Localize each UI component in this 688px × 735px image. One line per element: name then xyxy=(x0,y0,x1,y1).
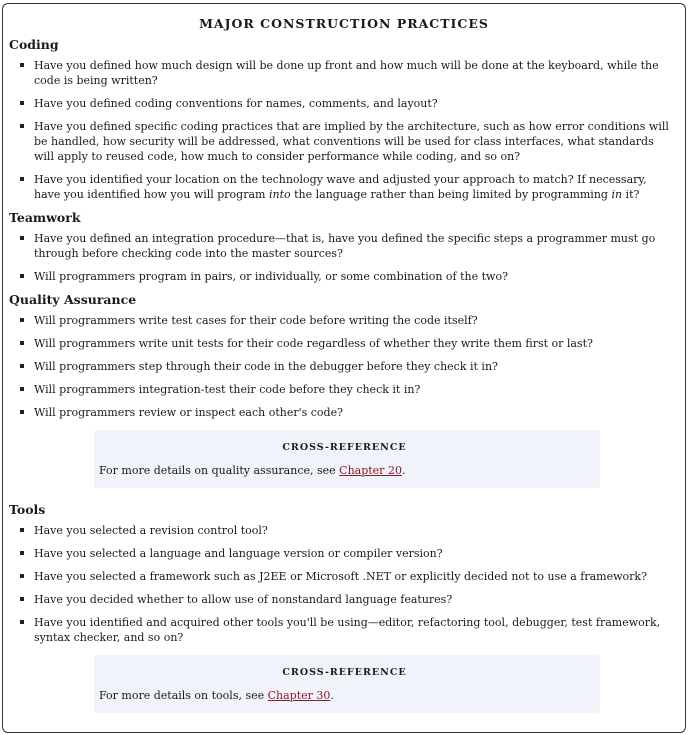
cross-reference-lead: For more details on quality assurance, see xyxy=(99,464,340,477)
list-item: Will programmers step through their code in the debugger before they check it in? xyxy=(34,359,679,374)
checklist xyxy=(9,313,679,420)
page-title: MAJOR CONSTRUCTION PRACTICES xyxy=(199,16,489,31)
checklist xyxy=(9,58,679,202)
list-item: Have you defined coding conventions for names, comments, and layout? xyxy=(34,96,679,111)
cross-reference-lead: For more details on tools, see xyxy=(99,689,268,702)
list-item: Have you identified and acquired other tools you'll be using—editor, refactoring tool, debugger, test framework, syntax checker, and so on? xyxy=(34,615,679,645)
list-item: Will programmers review or inspect each other's code? xyxy=(34,405,679,420)
checklist xyxy=(9,231,679,284)
cross-reference-box xyxy=(94,655,600,713)
list-item: Have you selected a framework such as J2EE or Microsoft .NET or explicitly decided not to use a framework? xyxy=(34,569,679,584)
item-text: the language rather than being limited by programming xyxy=(290,188,612,201)
emphasis-text: into xyxy=(268,188,291,201)
list-item: Will programmers write test cases for their code before writing the code itself? xyxy=(34,313,679,328)
checklist-panel xyxy=(2,3,686,733)
chapter-link[interactable]: Chapter 20 xyxy=(339,464,402,477)
emphasis-text: in xyxy=(611,188,623,201)
section-heading: Coding xyxy=(9,37,59,52)
section-tools xyxy=(9,502,679,713)
list-item: Have you decided whether to allow use of nonstandard language features? xyxy=(34,592,679,607)
chapter-link[interactable]: Chapter 30 xyxy=(267,689,331,702)
section-heading: Quality Assurance xyxy=(9,292,137,307)
cross-reference-title: CROSS-REFERENCE xyxy=(282,667,407,678)
cross-reference-tail: . xyxy=(330,689,334,702)
checklist xyxy=(9,523,679,645)
section-quality-assurance xyxy=(9,292,679,488)
section-heading: Tools xyxy=(9,502,46,517)
list-item: Have you defined specific coding practices that are implied by the architecture, such as how error conditions will be handled, how security will be addressed, what conventions will be used for class interfaces, what standards will apply to reused code, how much to consider performance while coding, and so on? xyxy=(34,119,679,164)
list-item: Have you defined how much design will be done up front and how much will be done at the keyboard, while the code is being written? xyxy=(34,58,679,88)
cross-reference-title: CROSS-REFERENCE xyxy=(282,442,407,453)
list-item: Have you defined an integration procedure—that is, have you defined the specific steps a programmer must go through before checking code into the master sources? xyxy=(34,231,679,261)
cross-reference-box xyxy=(94,430,600,488)
list-item xyxy=(34,172,679,202)
section-teamwork xyxy=(9,210,679,284)
list-item: Have you selected a revision control tool? xyxy=(34,523,679,538)
cross-reference-text xyxy=(99,463,590,478)
list-item: Have you selected a language and language version or compiler version? xyxy=(34,546,679,561)
list-item: Will programmers write unit tests for their code regardless of whether they write them first or last? xyxy=(34,336,679,351)
item-text: it? xyxy=(622,188,640,201)
item-text: Have you identified your location on the technology wave and adjusted your approach to match? If necessary, have you identified how you will program xyxy=(34,173,647,201)
section-coding xyxy=(9,37,679,202)
list-item: Will programmers integration-test their code before they check it in? xyxy=(34,382,679,397)
checklist-sections xyxy=(9,37,679,713)
cross-reference-text xyxy=(99,688,590,703)
section-heading: Teamwork xyxy=(9,210,81,225)
cross-reference-tail: . xyxy=(401,464,406,477)
list-item: Will programmers program in pairs, or individually, or some combination of the two? xyxy=(34,269,679,284)
